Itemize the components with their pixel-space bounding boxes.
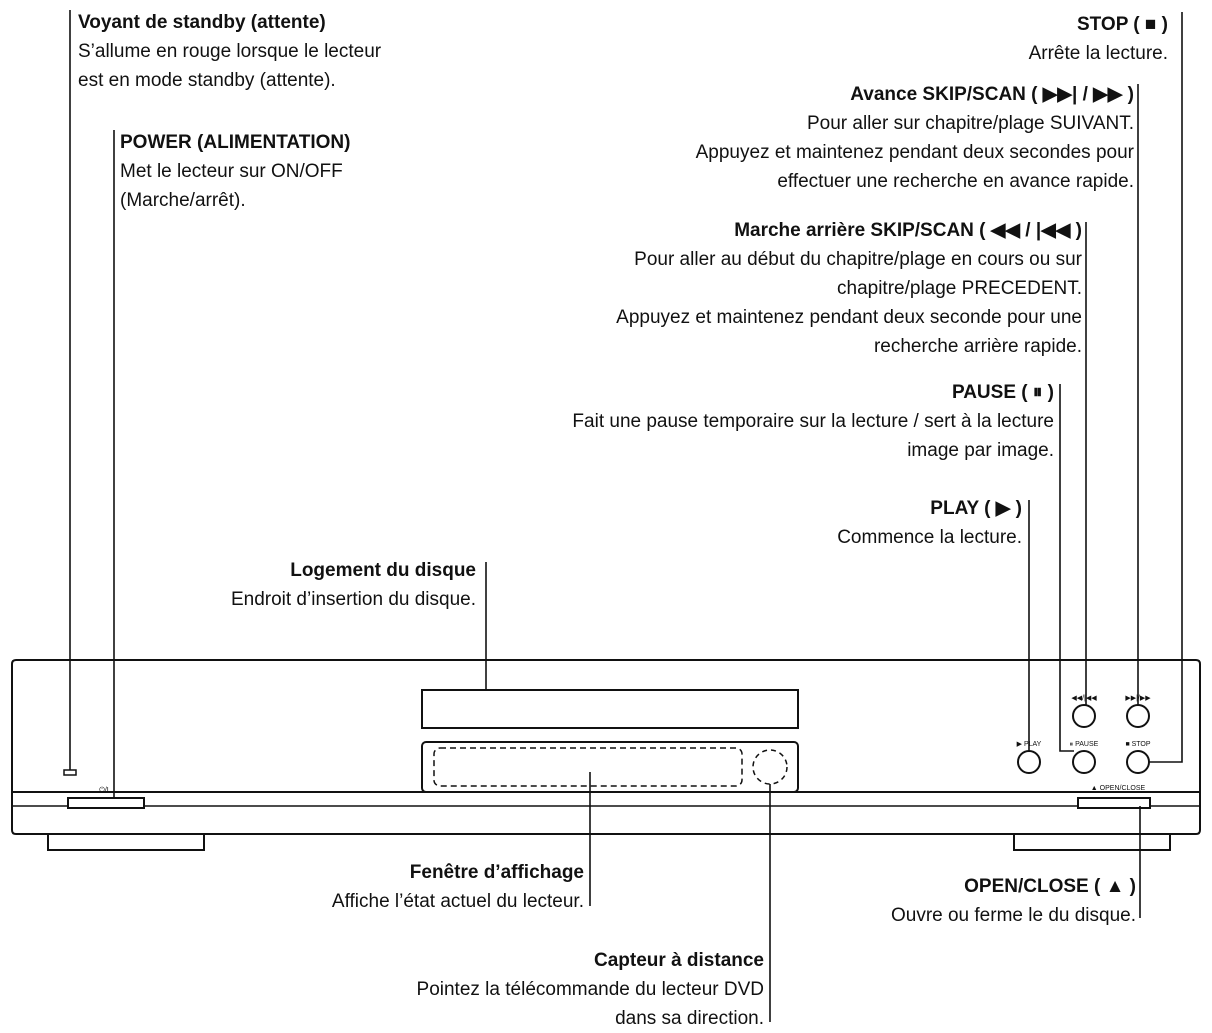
skip-back-title: Marche arrière SKIP/SCAN ( ◀◀ / |◀◀ ) (734, 220, 1082, 241)
skip-forward-line-2: Appuyez et maintenez pendant deux secondes pour (695, 142, 1134, 163)
skip-back-line-3: Appuyez et maintenez pendant deux seconde pour une (616, 307, 1082, 328)
device-label-pause: ⏸ PAUSE (1069, 741, 1099, 748)
stop-title: STOP ( ■ ) (1076, 14, 1168, 35)
sensor-line-2: dans sa direction. (615, 1008, 764, 1029)
standby-line-1: S’allume en rouge lorsque le lecteur (78, 41, 382, 62)
right-foot (1014, 834, 1170, 850)
device-label-back: ◀◀/|◀◀ (1071, 695, 1097, 702)
device-label-play: ▶ PLAY (1016, 741, 1042, 748)
standby-line-2: est en mode standby (attente). (78, 70, 336, 91)
skip-forward-line-3: effectuer une recherche en avance rapide. (777, 171, 1134, 192)
skip-forward-button (1127, 705, 1149, 727)
remote-sensor (753, 750, 787, 784)
left-foot (48, 834, 204, 850)
power-title: POWER (ALIMENTATION) (120, 132, 351, 153)
tray-title: Logement du disque (290, 560, 476, 581)
openclose-line-1: Ouvre ou ferme le du disque. (890, 905, 1136, 926)
skip-back-line-2: chapitre/plage PRECEDENT. (837, 278, 1082, 299)
leader-stop (1149, 12, 1182, 762)
pause-line-2: image par image. (907, 440, 1054, 461)
device-label-fwd: ▶▶|/▶▶ (1125, 695, 1151, 702)
display-line-1: Affiche l’état actuel du lecteur. (331, 891, 584, 912)
device-label-stop: ■ STOP (1125, 741, 1151, 748)
skip-forward-title: Avance SKIP/SCAN ( ▶▶| / ▶▶ ) (850, 84, 1134, 105)
display-window (422, 742, 798, 792)
device-label-power: ⏻/I (99, 787, 109, 794)
skip-back-line-1: Pour aller au début du chapitre/plage en cours ou sur (634, 249, 1082, 270)
play-button (1018, 751, 1040, 773)
disc-tray (422, 690, 798, 728)
skip-back-line-4: recherche arrière rapide. (873, 336, 1082, 357)
pause-line-1: Fait une pause temporaire sur la lecture / sert à la lecture (572, 411, 1054, 432)
standby-led (64, 770, 76, 775)
standby-title: Voyant de standby (attente) (78, 12, 326, 33)
device-label-open: ▲ OPEN/CLOSE (1090, 785, 1146, 792)
power-button (68, 798, 144, 808)
power-line-1: Met le lecteur sur ON/OFF (120, 161, 343, 182)
play-line-1: Commence la lecture. (837, 527, 1022, 548)
play-title: PLAY ( ▶ ) (930, 498, 1022, 519)
display-title: Fenêtre d’affichage (409, 862, 584, 883)
openclose-title: OPEN/CLOSE ( ▲ ) (964, 876, 1136, 897)
skip-forward-line-1: Pour aller sur chapitre/plage SUIVANT. (806, 113, 1134, 134)
pause-title: PAUSE ( ⏸ ) (951, 382, 1054, 403)
pause-button (1073, 751, 1095, 773)
stop-line-1: Arrête la lecture. (1028, 43, 1168, 64)
power-line-2: (Marche/arrêt). (120, 190, 246, 211)
skip-back-button (1073, 705, 1095, 727)
tray-line-1: Endroit d’insertion du disque. (230, 589, 476, 610)
sensor-line-1: Pointez la télécommande du lecteur DVD (416, 979, 764, 1000)
sensor-title: Capteur à distance (594, 950, 764, 971)
stop-button (1127, 751, 1149, 773)
display-inner (434, 748, 742, 786)
